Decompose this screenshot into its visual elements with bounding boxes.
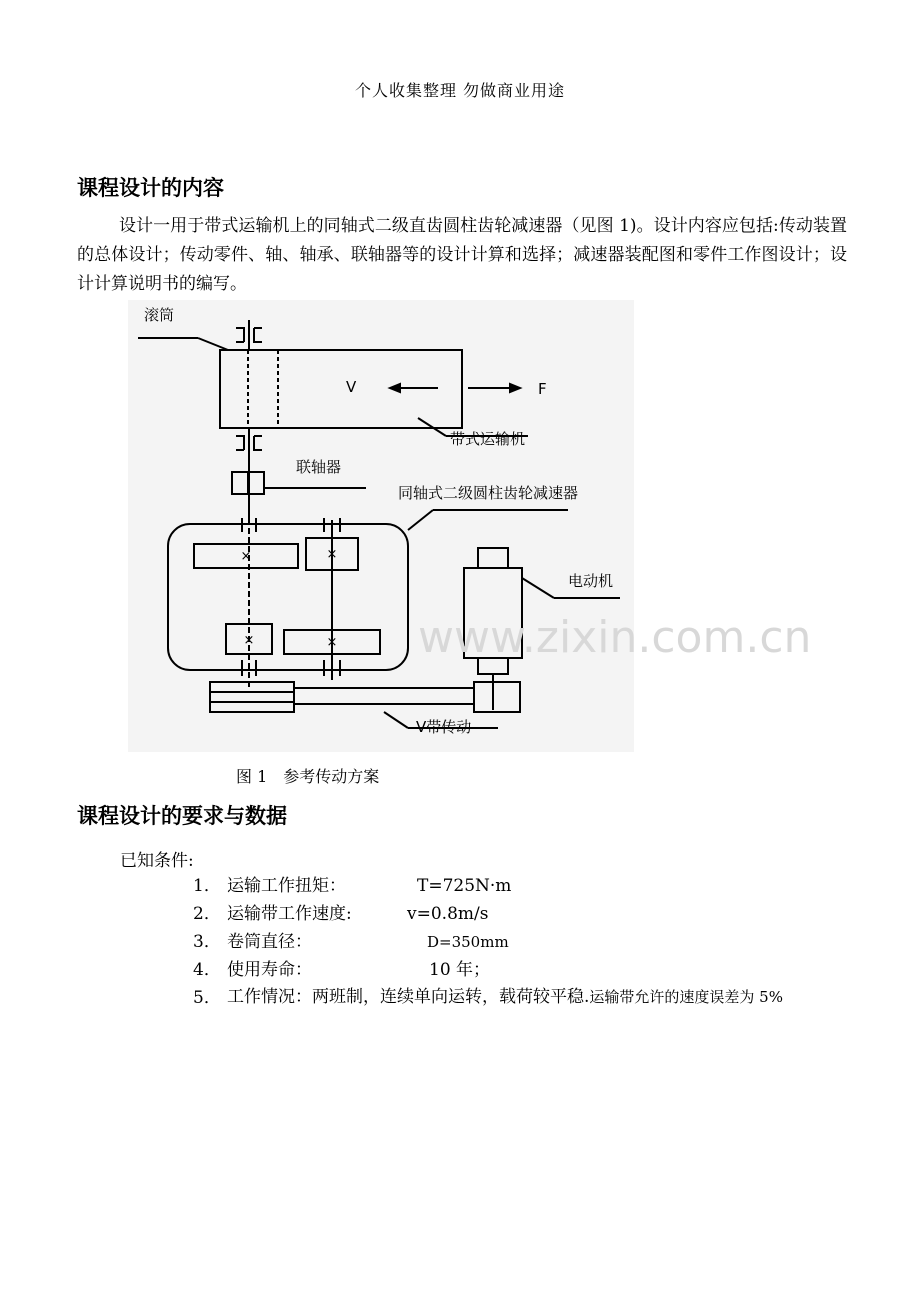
f-label: F xyxy=(538,380,547,398)
condition-value: 运输带允许的速度误差为 5% xyxy=(589,988,783,1006)
reducer-label: 同轴式二级圆柱齿轮减速器 xyxy=(398,484,579,502)
section-title-requirements: 课程设计的要求与数据 xyxy=(77,804,287,828)
condition-item xyxy=(193,956,853,984)
svg-text:×: × xyxy=(240,549,252,564)
belt-conveyor-label: 带式运输机 xyxy=(450,430,526,448)
figure-caption: 图 1 参考传动方案 xyxy=(236,767,380,786)
condition-item xyxy=(193,872,853,900)
page-header: 个人收集整理 勿做商业用途 xyxy=(354,81,566,100)
condition-label: 运输带工作速度: xyxy=(227,904,352,924)
known-conditions-label: 已知条件: xyxy=(120,851,194,871)
condition-value: v=0.8m/s xyxy=(407,904,489,924)
drum-label: 滚筒 xyxy=(144,306,175,324)
v-belt-label: V带传动 xyxy=(416,718,472,736)
svg-text:×: × xyxy=(326,635,338,650)
motor-label: 电动机 xyxy=(568,572,614,590)
condition-item xyxy=(193,984,853,1012)
v-label: V xyxy=(346,378,357,396)
condition-label: 使用寿命： xyxy=(227,960,312,980)
condition-number: 5． xyxy=(193,988,221,1008)
svg-text:×: × xyxy=(326,547,338,562)
conditions-list xyxy=(193,872,853,1012)
condition-label: 工作情况：两班制，连续单向运转，载荷较平稳. xyxy=(227,987,590,1007)
condition-number: 2． xyxy=(193,904,221,924)
condition-number: 4． xyxy=(193,960,221,980)
condition-label: 运输工作扭矩： xyxy=(227,876,346,896)
coupling-label: 联轴器 xyxy=(296,458,342,476)
condition-value: T=725N·m xyxy=(417,876,512,896)
condition-item xyxy=(193,900,853,928)
condition-number: 1． xyxy=(193,876,221,896)
section-title-content: 课程设计的内容 xyxy=(77,176,224,200)
condition-label: 卷筒直径： xyxy=(227,932,312,952)
svg-text:×: × xyxy=(243,633,255,648)
transmission-diagram xyxy=(128,300,812,752)
watermark: www.zixin.com.cn xyxy=(418,612,812,663)
content-paragraph: 设计一用于带式运输机上的同轴式二级直齿圆柱齿轮减速器（见图 1)。设计内容应包括:传动装置的总体设计；传动零件、轴、轴承、联轴器等的设计计算和选择；减速器装配图和零件工作图设计；设计计算说明书的编写。 xyxy=(77,216,847,294)
condition-number: 3． xyxy=(193,932,221,952)
condition-value: 10 年； xyxy=(429,960,491,980)
condition-item xyxy=(193,928,853,956)
condition-value: D=350mm xyxy=(427,933,509,951)
